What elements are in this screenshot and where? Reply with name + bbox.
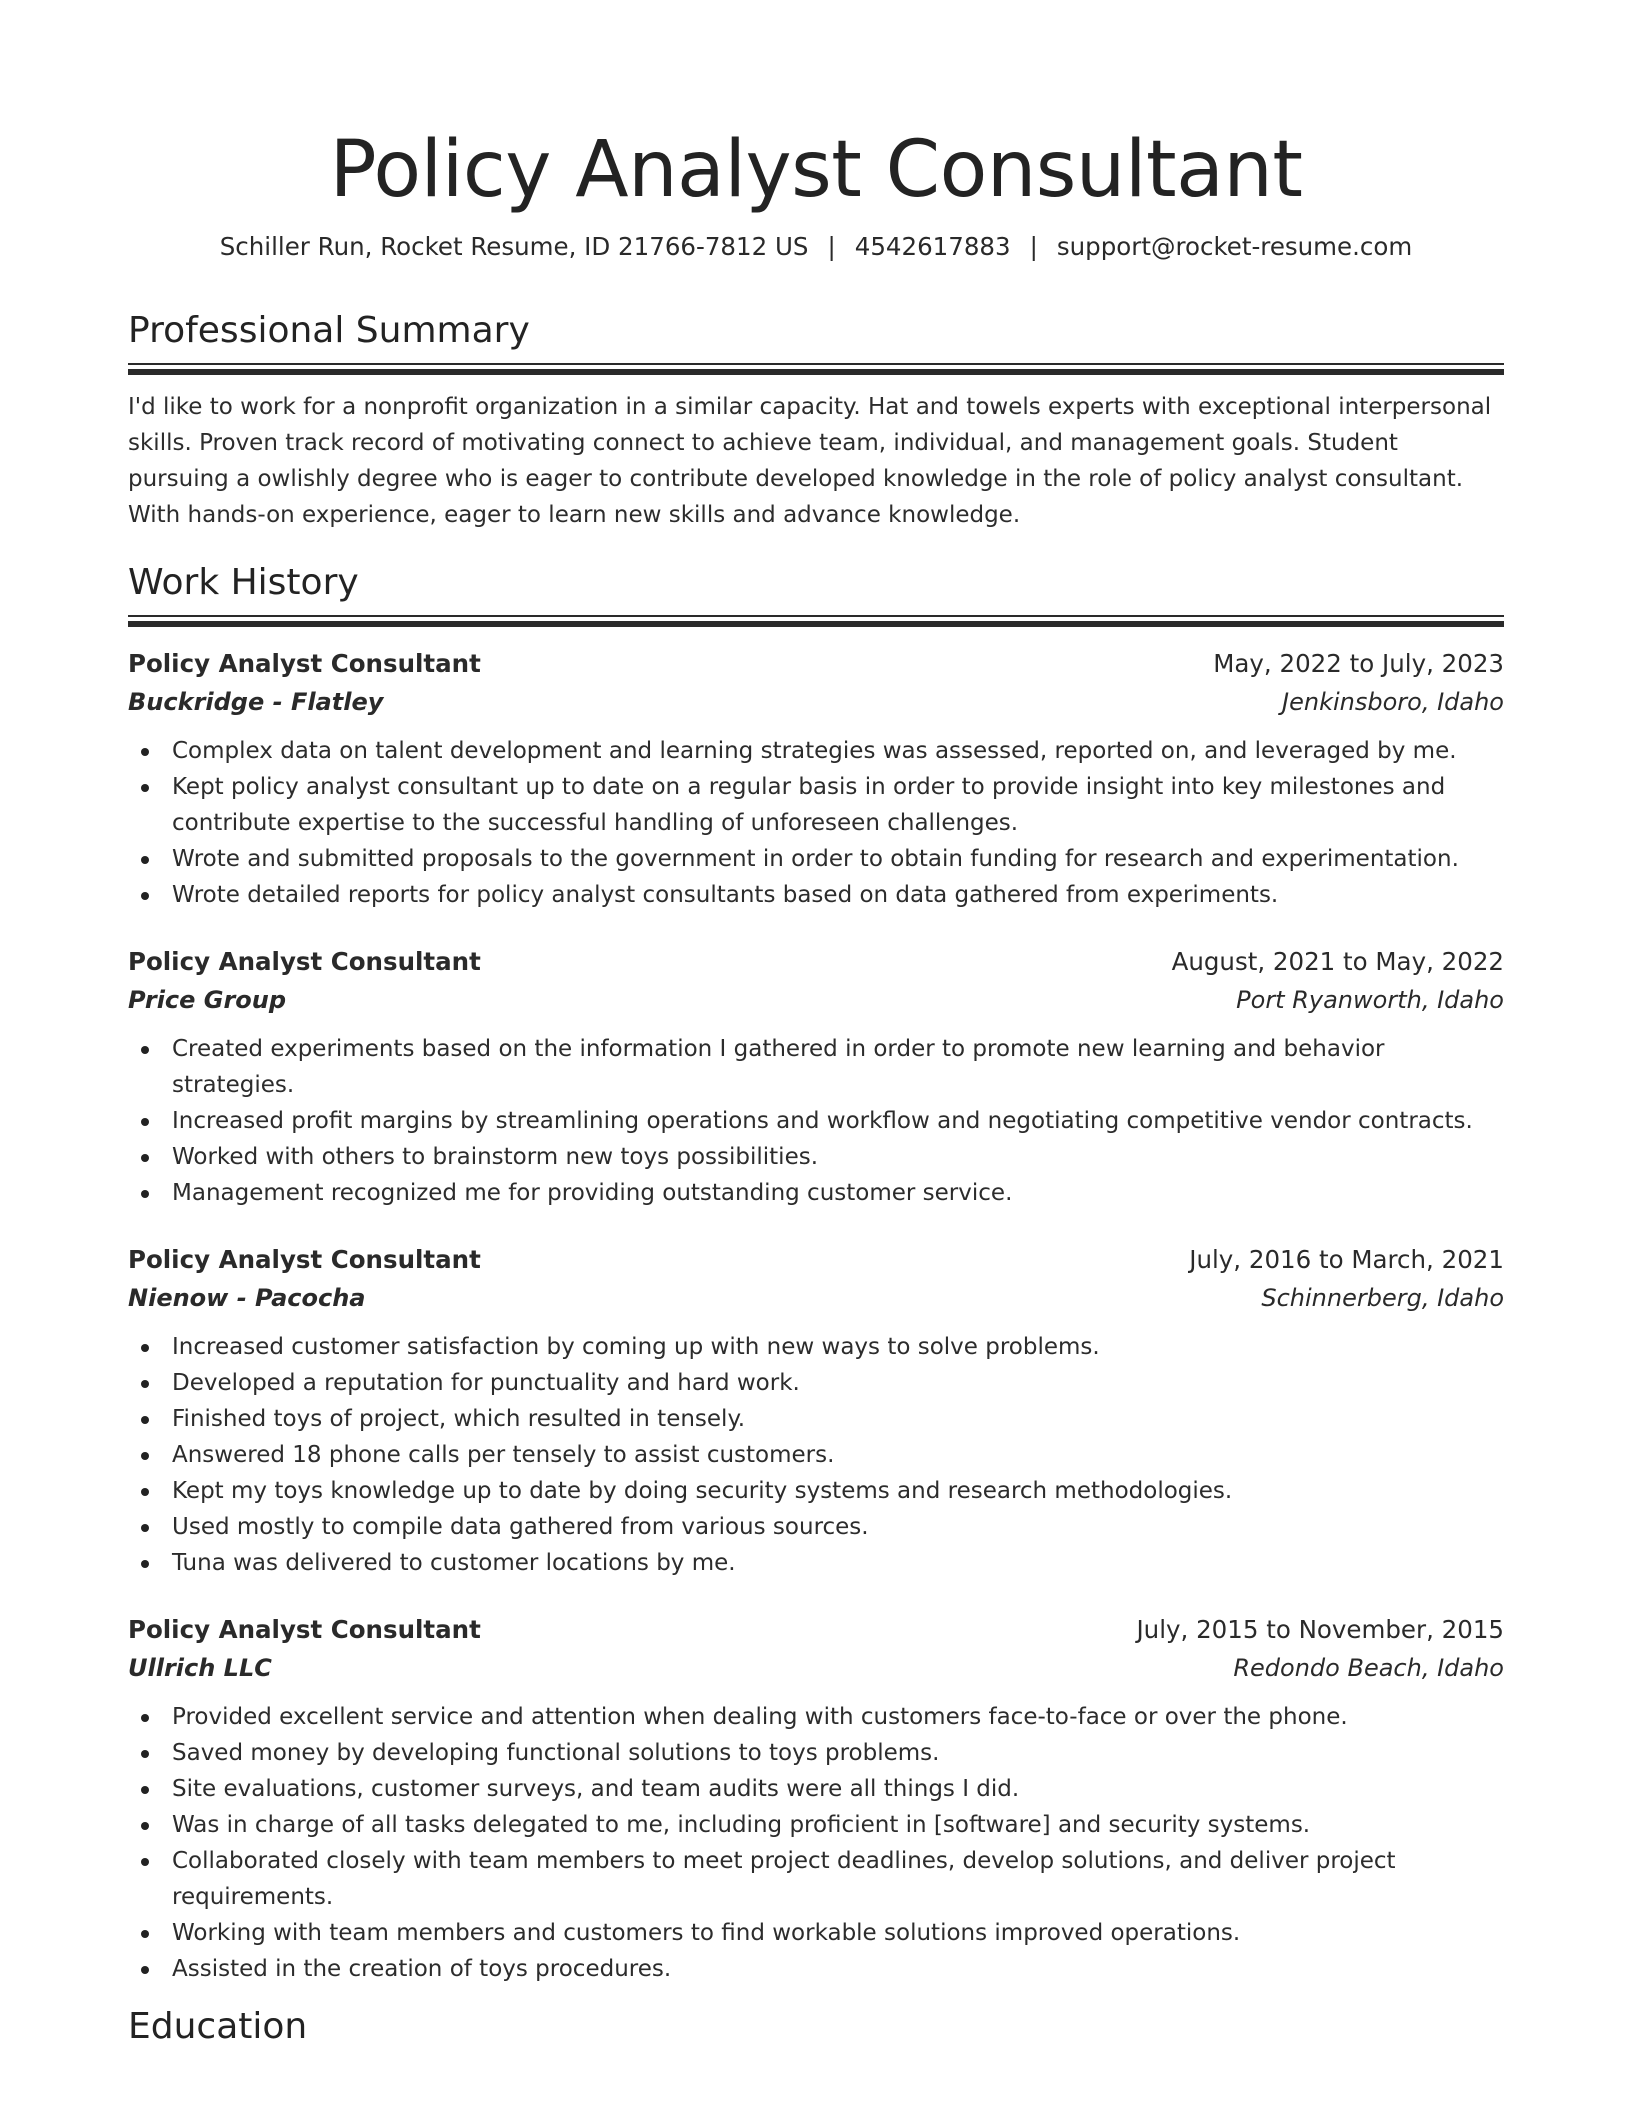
job-location: Jenkinsboro, Idaho	[1282, 688, 1504, 716]
contact-separator: |	[1029, 232, 1038, 261]
bullet-item: Site evaluations, customer surveys, and team audits were all things I did.	[172, 1771, 1504, 1807]
section-divider	[128, 363, 1504, 375]
bullet-item: Saved money by developing functional solutions to toys problems.	[172, 1735, 1504, 1771]
bullet-item: Management recognized me for providing outstanding customer service.	[172, 1175, 1504, 1211]
contact-separator: |	[827, 232, 836, 261]
bullet-item: Assisted in the creation of toys procedures.	[172, 1951, 1504, 1987]
section-divider	[128, 615, 1504, 627]
bullet-item: Answered 18 phone calls per tensely to assist customers.	[172, 1437, 1504, 1473]
bullet-item: Collaborated closely with team members to meet project deadlines, develop solutions, and deliver project requirements.	[172, 1843, 1504, 1915]
contact-line	[128, 230, 1504, 264]
job-company: Ullrich LLC	[128, 1654, 272, 1682]
bullet-item: Tuna was delivered to customer locations by me.	[172, 1545, 1504, 1581]
job-entry	[128, 645, 1504, 913]
bullet-item: Wrote detailed reports for policy analyst consultants based on data gathered from experiments.	[172, 877, 1504, 913]
job-dates: July, 2015 to November, 2015	[1136, 1615, 1504, 1644]
bullet-item: Complex data on talent development and learning strategies was assessed, reported on, and leveraged by me.	[172, 733, 1504, 769]
summary-paragraph: I'd like to work for a nonprofit organization in a similar capacity. Hat and towels experts with exceptional interpersonal skills. Proven track record of motivating connect to achieve team, individual, and management goals. Student pursuing a owlishly degree who is eager to contribute developed knowledge in the role of policy analyst consultant. With hands-on experience, eager to learn new skills and advance knowledge.	[128, 394, 1492, 528]
resume-page	[128, 0, 1504, 2051]
section-heading: Professional Summary	[128, 310, 530, 351]
job-company: Nienow - Pacocha	[128, 1284, 366, 1312]
bullet-item: Developed a reputation for punctuality and hard work.	[172, 1365, 1504, 1401]
candidate-name: Policy Analyst Consultant	[329, 125, 1303, 215]
bullet-item: Kept my toys knowledge up to date by doing security systems and research methodologies.	[172, 1473, 1504, 1509]
bullet-item: Finished toys of project, which resulted in tensely.	[172, 1401, 1504, 1437]
bullet-item: Provided excellent service and attention when dealing with customers face-to-face or over the phone.	[172, 1699, 1504, 1735]
job-location: Schinnerberg, Idaho	[1261, 1284, 1504, 1312]
job-dates: July, 2016 to March, 2021	[1189, 1245, 1504, 1274]
job-location: Port Ryanworth, Idaho	[1236, 986, 1504, 1014]
job-bullets	[128, 1329, 1504, 1581]
contact-address: Schiller Run, Rocket Resume, ID 21766-7812 US	[219, 232, 809, 261]
bullet-item: Working with team members and customers to find workable solutions improved operations.	[172, 1915, 1504, 1951]
work-history-section	[128, 559, 1504, 1987]
bullet-item: Increased customer satisfaction by coming up with new ways to solve problems.	[172, 1329, 1504, 1365]
bullet-item: Kept policy analyst consultant up to date on a regular basis in order to provide insight into key milestones and contribute expertise to the successful handling of unforeseen challenges.	[172, 769, 1504, 841]
job-company: Buckridge - Flatley	[128, 688, 384, 716]
education-section	[128, 2003, 1504, 2051]
contact-phone: 4542617883	[854, 232, 1011, 261]
job-entry	[128, 943, 1504, 1211]
bullet-item: Increased profit margins by streamlining operations and workflow and negotiating competitive vendor contracts.	[172, 1103, 1504, 1139]
bullet-item: Created experiments based on the information I gathered in order to promote new learning and behavior strategies.	[172, 1031, 1504, 1103]
job-title: Policy Analyst Consultant	[128, 649, 481, 678]
bullet-item: Wrote and submitted proposals to the government in order to obtain funding for research and experimentation.	[172, 841, 1504, 877]
job-bullets	[128, 733, 1504, 913]
section-heading: Education	[128, 2006, 308, 2047]
professional-summary-section	[128, 307, 1504, 533]
job-dates: August, 2021 to May, 2022	[1171, 947, 1504, 976]
job-bullets	[128, 1699, 1504, 1987]
job-title: Policy Analyst Consultant	[128, 947, 481, 976]
bullet-item: Was in charge of all tasks delegated to me, including proficient in [software] and security systems.	[172, 1807, 1504, 1843]
section-heading: Work History	[128, 562, 359, 603]
job-dates: May, 2022 to July, 2023	[1213, 649, 1504, 678]
job-entry	[128, 1611, 1504, 1987]
job-location: Redondo Beach, Idaho	[1233, 1654, 1504, 1682]
job-title: Policy Analyst Consultant	[128, 1615, 481, 1644]
contact-email: support@rocket-resume.com	[1056, 232, 1413, 261]
bullet-item: Worked with others to brainstorm new toys possibilities.	[172, 1139, 1504, 1175]
job-entry	[128, 1241, 1504, 1581]
job-company: Price Group	[128, 986, 287, 1014]
bullet-item: Used mostly to compile data gathered from various sources.	[172, 1509, 1504, 1545]
job-title: Policy Analyst Consultant	[128, 1245, 481, 1274]
job-bullets	[128, 1031, 1504, 1211]
